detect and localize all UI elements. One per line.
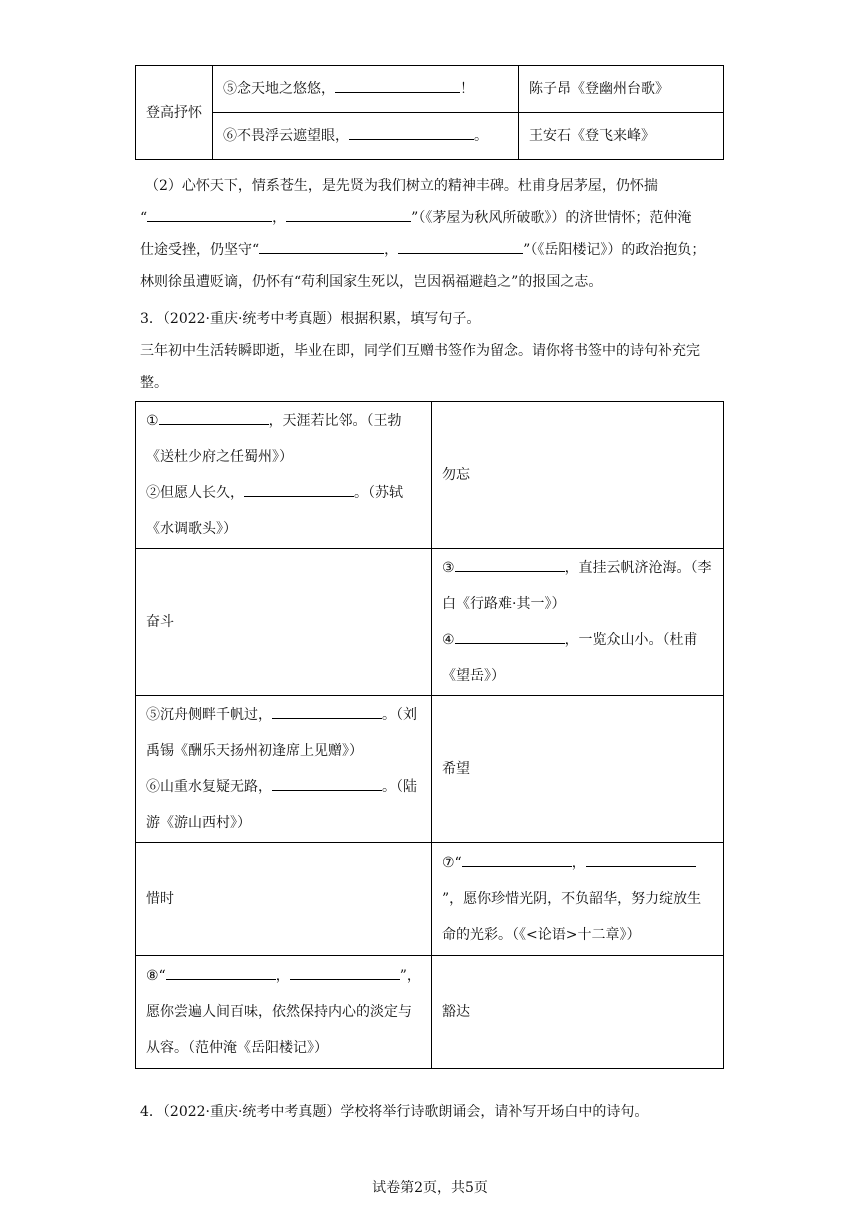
answer-blank[interactable] bbox=[244, 482, 354, 497]
poem-line-cell bbox=[213, 113, 519, 160]
page-footer: 试卷第2页，共5页 bbox=[372, 1180, 488, 1196]
category-cell: 登高抒怀 bbox=[136, 66, 213, 160]
bookmark-label: 豁达 bbox=[432, 956, 724, 1069]
question-3-heading: 3．（2022·重庆·统考中考真题）根据积累，填写句子。 bbox=[140, 311, 481, 327]
answer-blank[interactable] bbox=[166, 965, 276, 980]
bookmark-label: 奋斗 bbox=[136, 549, 432, 696]
answer-blank[interactable] bbox=[462, 852, 572, 867]
para-line: （2）心怀天下，情系苍生，是先贤为我们树立的精神丰碑。杜甫身居茅屋，仍怀揣 bbox=[145, 178, 658, 194]
bookmark-label: 希望 bbox=[432, 696, 724, 843]
question-4-heading: 4．（2022·重庆·统考中考真题）学校将举行诗歌朗诵会，请补写开场白中的诗句。 bbox=[140, 1104, 649, 1120]
answer-blank[interactable] bbox=[272, 704, 382, 719]
question-3-intro: 三年初中生活转瞬即逝，毕业在即，同学们互赠书签作为留念。请你将书签中的诗句补充完整。 bbox=[140, 343, 700, 391]
answer-blank[interactable] bbox=[272, 776, 382, 791]
source-cell: 陈子昂《登幽州台歌》 bbox=[519, 66, 724, 113]
poem-cell: ⑧“ ， ”，愿你尝遍人间百味，依然保持内心的淡定与从容。（范仲淹《岳阳楼记》） bbox=[136, 956, 432, 1069]
answer-blank[interactable] bbox=[398, 239, 523, 254]
poem-cell: ⑤沉舟侧畔千帆过， 。（刘禹锡《酬乐天扬州初逢席上见赠》） ⑥山重水复疑无路， 。（陆游《游山西村》） bbox=[136, 696, 432, 843]
source-cell: 王安石《登飞来峰》 bbox=[519, 113, 724, 160]
answer-blank[interactable] bbox=[159, 410, 269, 425]
poem-text: ！ bbox=[460, 81, 474, 97]
poem-cell: ③ ，直挂云帆济沧海。（李白《行路难·其一》） ④ ，一览众山小。（杜甫《望岳》） bbox=[432, 549, 724, 696]
answer-blank[interactable] bbox=[259, 239, 384, 254]
answer-blank[interactable] bbox=[455, 629, 565, 644]
para-line: 林则徐虽遭贬谪，仍怀有“苟利国家生死以，岂因祸福避趋之”的报国之志。 bbox=[140, 274, 603, 290]
answer-blank[interactable] bbox=[455, 557, 565, 572]
answer-blank[interactable] bbox=[349, 125, 474, 140]
bookmark-label: 惜时 bbox=[136, 843, 432, 956]
poem-cell: ① ，天涯若比邻。（王勃《送杜少府之任蜀州》） ②但愿人长久， 。（苏轼《水调歌头》） bbox=[136, 402, 432, 549]
answer-blank[interactable] bbox=[286, 207, 411, 222]
answer-blank[interactable] bbox=[335, 78, 460, 93]
para-line: 仕途受挫，仍坚守“ ， ”（《岳阳楼记》）的政治抱负； bbox=[140, 234, 725, 266]
question-2-paragraph bbox=[140, 170, 725, 298]
answer-blank[interactable] bbox=[290, 965, 400, 980]
poem-text: ⑤念天地之悠悠， bbox=[223, 81, 335, 97]
poem-cell: ⑦“ ，”，愿你珍惜光阴，不负韶华，努力绽放生命的光彩。（《<论语>十二章》） bbox=[432, 843, 724, 956]
poem-text: 。 bbox=[474, 128, 488, 144]
poem-table-1 bbox=[135, 65, 724, 160]
bookmark-label: 勿忘 bbox=[432, 402, 724, 549]
para-line: “ ， ”（《茅屋为秋风所破歌》）的济世情怀；范仲淹 bbox=[140, 202, 725, 234]
poem-line-cell bbox=[213, 66, 519, 113]
answer-blank[interactable] bbox=[586, 852, 696, 867]
answer-blank[interactable] bbox=[147, 207, 272, 222]
bookmark-table bbox=[135, 401, 724, 1069]
poem-text: ⑥不畏浮云遮望眼， bbox=[223, 128, 349, 144]
